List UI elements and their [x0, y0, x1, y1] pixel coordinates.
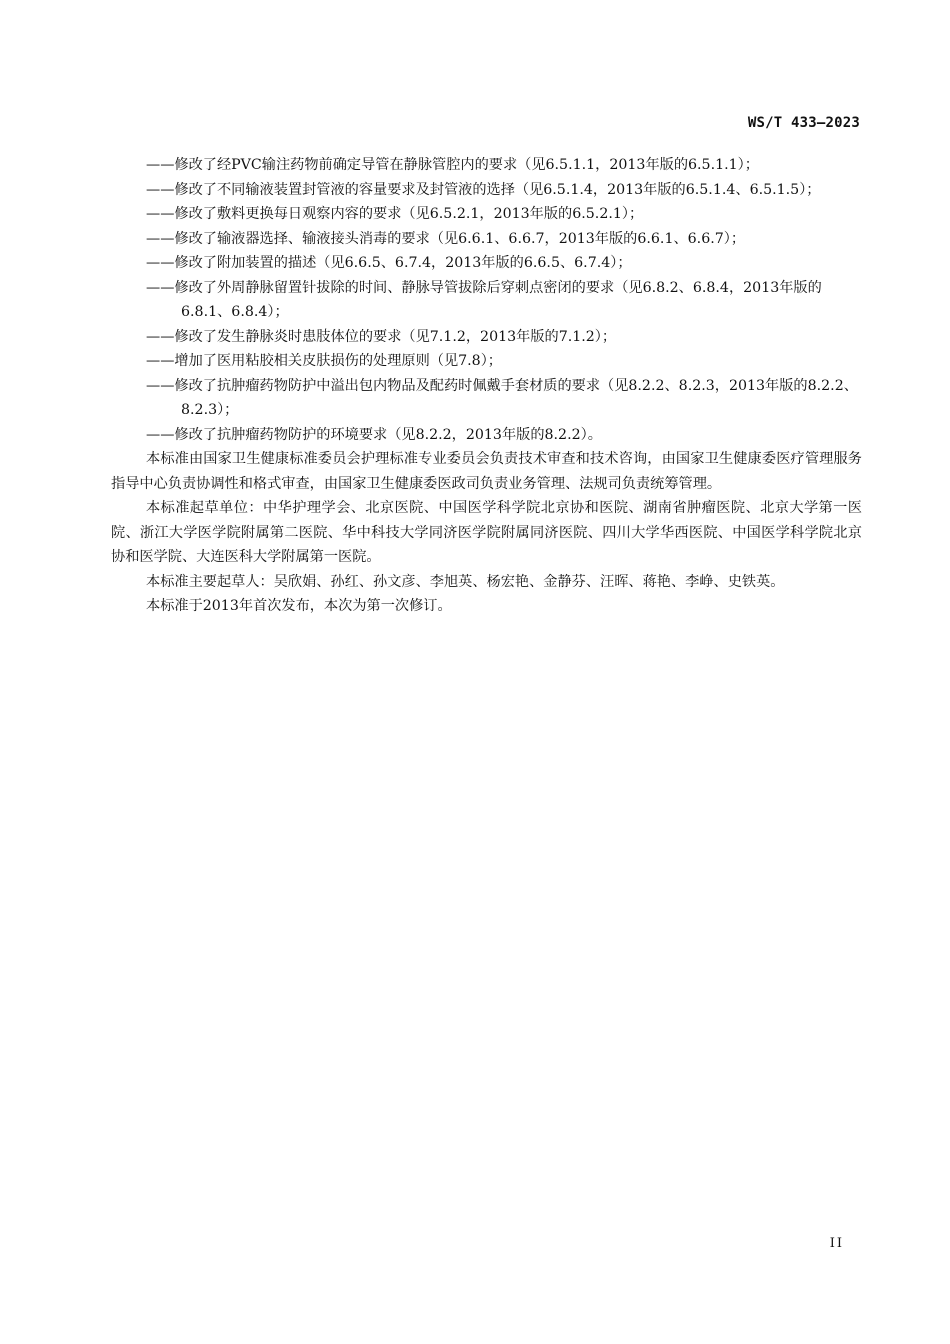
change-item: ——修改了敷料更换每日观察内容的要求（见6.5.2.1，2013年版的6.5.2.1）； — [146, 206, 644, 222]
drafters-paragraph: 本标准主要起草人：吴欣娟、孙红、孙文彦、李旭英、杨宏艳、金静芬、汪晖、蒋艳、李峥、史铁英。 — [146, 573, 785, 590]
change-item: ——修改了外周静脉留置针拔除的时间、静脉导管拔除后穿刺点密闭的要求（见6.8.2、6.8.4，2013年版的6.8.1、6.8.4）； — [146, 279, 822, 320]
drafting-units-paragraph: 本标准起草单位：中华护理学会、北京医院、中国医学科学院北京协和医院、湖南省肿瘤医院、北京大学第一医院、浙江大学医学院附属第二医院、华中科技大学同济医学院附属同济医院、四川大学华西医院、中国医学科学院北京协和医学院、大连医科大学附属第一医院。 — [111, 500, 862, 565]
change-item: ——修改了不同输液装置封管液的容量要求及封管液的选择（见6.5.1.4，2013年版的6.5.1.4、6.5.1.5）； — [146, 181, 821, 198]
management-paragraph: 本标准由国家卫生健康标准委员会护理标准专业委员会负责技术审查和技术咨询，由国家卫生健康委医疗管理服务指导中心负责协调性和格式审查，由国家卫生健康委医政司负责业务管理、法规司负责统筹管理。 — [111, 451, 862, 492]
history-paragraph: 本标准于2013年首次发布，本次为第一次修订。 — [146, 598, 452, 614]
change-item: ——修改了抗肿瘤药物防护的环境要求（见8.2.2，2013年版的8.2.2）。 — [146, 426, 602, 443]
standard-code: WS/T 433—2023 — [747, 115, 860, 131]
change-item: ——修改了经PVC输注药物前确定导管在静脉管腔内的要求（见6.5.1.1，2013年版的6.5.1.1）； — [146, 157, 759, 173]
change-item: ——修改了附加装置的描述（见6.6.5、6.7.4，2013年版的6.6.5、6.7.4）； — [146, 255, 632, 271]
page-number: II — [829, 1236, 844, 1251]
change-item: ——修改了输液器选择、输液接头消毒的要求（见6.6.1、6.6.7，2013年版的6.6.1、6.6.7）； — [146, 230, 746, 247]
change-item: ——增加了医用粘胶相关皮肤损伤的处理原则（见7.8）； — [146, 353, 502, 369]
change-item: ——修改了抗肿瘤药物防护中溢出包内物品及配药时佩戴手套材质的要求（见8.2.2、8.2.3，2013年版的8.2.2、8.2.3）； — [146, 377, 858, 418]
document-body — [111, 153, 862, 619]
change-item: ——修改了发生静脉炎时患肢体位的要求（见7.1.2，2013年版的7.1.2）； — [146, 328, 617, 345]
